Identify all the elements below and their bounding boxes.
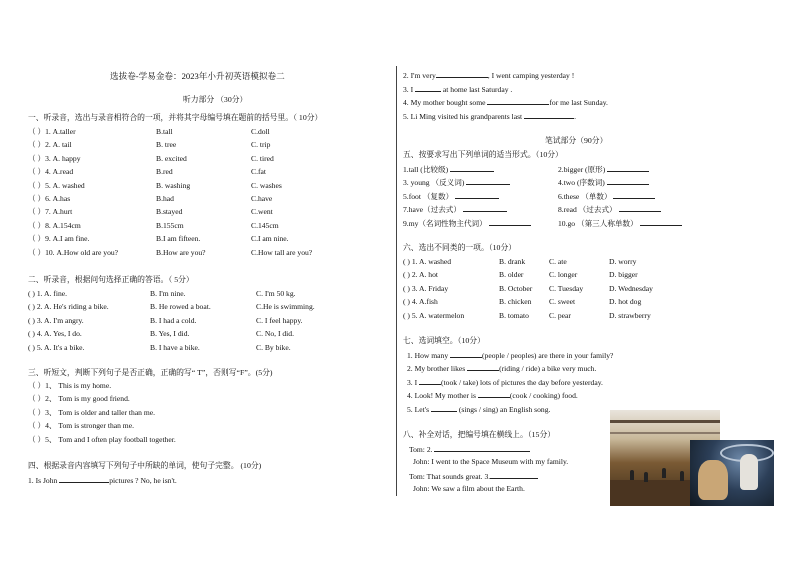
s2-question[interactable]: ( ) 2. A. He's riding a bike.	[28, 302, 109, 312]
s1-question[interactable]: （ ）3. A. happy	[28, 153, 81, 163]
answer-blank[interactable]	[487, 97, 549, 105]
s4-text-after: .	[574, 111, 576, 121]
s2-option-c: C.He is swimming.	[256, 302, 315, 312]
answer-blank[interactable]	[478, 390, 510, 398]
s5-word: 5.foot （复数）	[403, 191, 454, 201]
answer-blank[interactable]	[619, 204, 661, 212]
s1-option-c: C.145cm	[251, 220, 279, 230]
answer-blank[interactable]	[613, 191, 655, 199]
answer-blank[interactable]	[436, 70, 488, 78]
section-6-heading: 六、选出不同类的一项。（10分）	[403, 243, 517, 252]
s6-option-c: C. sweet	[549, 297, 576, 307]
answer-blank[interactable]	[490, 471, 538, 479]
column-divider	[396, 66, 397, 496]
s2-question[interactable]: ( ) 3. A. I'm angry.	[28, 315, 84, 325]
s4-question	[403, 84, 512, 94]
s2-option-c: C. By bike.	[256, 342, 291, 352]
s5-word: 9.my（名词性物主代词）	[403, 218, 487, 228]
s3-statement[interactable]: （ ）5、 Tom and I often play football together.	[28, 434, 176, 444]
s6-question[interactable]: ( ) 5. A. watermelon	[403, 310, 465, 320]
s7-text-after: (cook / cooking) food.	[509, 391, 578, 401]
answer-blank[interactable]	[640, 218, 682, 226]
answer-blank[interactable]	[415, 84, 441, 92]
exam-title: 选拔卷-学易金卷：2023年小升初英语模拟卷二	[110, 71, 285, 81]
s6-option-c: C. pear	[549, 310, 571, 320]
s5-item	[558, 164, 649, 174]
s1-option-c: C.I am nine.	[251, 234, 289, 244]
s6-question[interactable]: ( ) 3. A. Friday	[403, 283, 449, 293]
written-part-title: 笔试部分（90分）	[545, 136, 608, 145]
s7-text-after: (sings / sing) an English song.	[456, 404, 551, 414]
s6-option-c: C. ate	[549, 257, 567, 266]
s5-word: 8.read （过去式）	[558, 205, 617, 215]
s1-question[interactable]: （ ）10. A.How old are you?	[28, 247, 119, 257]
listening-part-title: 听力部分 （30分）	[183, 95, 248, 104]
space-museum-photo	[610, 410, 774, 506]
s4-text-after: for me last Sunday.	[549, 98, 608, 107]
s1-question[interactable]: （ ）2. A. tail	[28, 140, 72, 150]
s5-word: 4.two (序数词)	[558, 178, 605, 188]
s1-option-b: B. washing	[156, 180, 191, 190]
s1-option-c: C.doll	[251, 127, 270, 136]
s3-statement[interactable]: （ ）3、 Tom is older and taller than me.	[28, 407, 156, 417]
section-7-heading: 七、选词填空。（10分）	[403, 336, 485, 345]
answer-blank[interactable]	[466, 177, 510, 185]
s6-option-b: B. tomato	[499, 310, 529, 320]
s2-question[interactable]: ( ) 1. A. fine.	[28, 289, 68, 298]
answer-blank[interactable]	[489, 218, 531, 226]
s8-dialogue-line	[409, 471, 538, 481]
s1-option-b: B. tree	[156, 140, 177, 150]
s4-text-before: 5. Li Ming visited his grandparents last	[403, 111, 525, 121]
answer-blank[interactable]	[450, 164, 494, 172]
s5-item	[403, 218, 531, 228]
s7-text-before: 1. How many	[407, 351, 451, 360]
s5-item	[403, 191, 499, 201]
s4-text-before: 3. I	[403, 84, 416, 94]
s4-text-before: 4. My mother bought some	[403, 98, 488, 107]
s4-q1-suffix: pictures ? No, he isn't.	[109, 476, 177, 485]
section-8-heading: 八、补全对话，把编号填在横线上。（15分）	[403, 430, 556, 439]
s1-option-b: B.red	[156, 167, 173, 177]
s1-option-b: B.tall	[156, 127, 173, 136]
s8-line-text: John: We saw a film about the Earth.	[413, 484, 525, 494]
s6-question[interactable]: ( ) 2. A. hot	[403, 270, 439, 280]
section-1-heading: 一、听录音，选出与录音相符合的一项，并将其字母编号填在题前的括号里。（ 10分）	[28, 113, 323, 122]
s3-statement[interactable]: （ ）4、 Tom is stronger than me.	[28, 421, 134, 431]
s1-question[interactable]: （ ）9. A.I am fine.	[28, 234, 90, 244]
s5-word: 7.have（过去式）	[403, 205, 461, 215]
astronaut-exhibit-image	[690, 440, 774, 506]
section-4-question-1	[28, 475, 177, 485]
s8-line-text: Tom: That sounds great. 3.	[409, 471, 491, 481]
answer-blank[interactable]	[450, 350, 482, 358]
s1-option-c: C.went	[251, 207, 273, 217]
s1-option-b: B. excited	[156, 153, 187, 163]
s6-option-d: D. hot dog	[609, 297, 642, 307]
s6-option-b: B. October	[499, 283, 533, 293]
s1-option-b: B.stayed	[156, 207, 183, 217]
s2-option-c: C. I'm 50 kg.	[256, 289, 296, 298]
section-3-heading: 三、听短文，判断下列句子是否正确，正确的写“ T”，否则写“F”。(5分)	[28, 368, 273, 377]
s1-question[interactable]: （ ）7. A.hurt	[28, 207, 73, 217]
s4-question	[403, 111, 576, 121]
s6-option-b: B. chicken	[499, 297, 532, 307]
s7-text-before: 4. Look! My mother is	[407, 391, 478, 401]
s1-option-b: B.155cm	[156, 220, 184, 230]
s5-item	[558, 177, 649, 187]
s5-word: 10.go （第三人称单数）	[558, 218, 638, 228]
s5-item	[558, 191, 655, 201]
s6-question[interactable]: ( ) 1. A. washed	[403, 257, 452, 266]
s1-option-b: B.had	[156, 194, 174, 203]
s5-item	[558, 218, 682, 228]
s8-dialogue-line	[409, 444, 530, 454]
s4-q1-prefix: 1. Is John	[28, 476, 60, 485]
answer-blank[interactable]	[463, 204, 507, 212]
s5-word: 3. young （反义词)	[403, 178, 465, 188]
s7-text-after: (riding / ride) a bike very much.	[499, 364, 597, 374]
s6-option-d: D. bigger	[609, 270, 638, 280]
s7-text-before: 5. Let's	[407, 404, 431, 414]
section-4-heading: 四、根据录音内容填写下列句子中所缺的单词，使句子完整。 (10分)	[28, 461, 262, 470]
answer-blank[interactable]	[607, 164, 649, 172]
s3-statement[interactable]: （ ）1、 This is my home.	[28, 381, 112, 390]
s6-option-d: D. Wednesday	[609, 283, 653, 293]
section-2-heading: 二、听录音，根据问句选择正确的答语。（ 5分）	[28, 275, 194, 284]
s6-option-d: D. worry	[609, 257, 637, 266]
s2-option-c: C. I feel happy.	[256, 315, 303, 325]
s5-item	[403, 164, 494, 174]
s1-option-c: C.have	[251, 194, 273, 203]
s2-option-b: B. Yes, I did.	[150, 329, 190, 339]
s2-option-b: B. He rowed a boat.	[150, 302, 211, 312]
s7-question	[407, 377, 603, 387]
s2-option-c: C. No, I did.	[256, 329, 294, 339]
answer-blank[interactable]	[467, 363, 499, 371]
s1-option-b: B.How are you?	[156, 247, 206, 257]
answer-blank[interactable]	[524, 111, 574, 119]
s2-option-b: B. I'm nine.	[150, 289, 186, 298]
answer-blank[interactable]	[419, 377, 441, 385]
s2-question[interactable]: ( ) 4. A. Yes, I do.	[28, 329, 82, 339]
s6-option-b: B. drank	[499, 257, 526, 266]
answer-blank[interactable]	[434, 444, 530, 452]
s7-question	[407, 363, 596, 373]
s4-text-before: 2. I'm very	[403, 71, 436, 80]
s4-text-after: , I went camping yesterday !	[487, 71, 575, 80]
s1-option-c: C.How tall are you?	[251, 247, 313, 257]
answer-blank[interactable]	[607, 177, 649, 185]
s1-option-c: C.fat	[251, 167, 266, 177]
s1-question[interactable]: （ ）1. A.taller	[28, 127, 76, 136]
s1-question[interactable]: （ ）6. A.has	[28, 194, 71, 203]
s7-text-after: (took / take) lots of pictures the day before yesterday.	[441, 377, 603, 387]
s4-text-after: at home last Saturday .	[441, 84, 513, 94]
s5-word: 6.these （单数）	[558, 191, 612, 201]
s8-dialogue-line	[413, 484, 525, 493]
s8-line-text: John: I went to the Space Museum with my family.	[413, 457, 569, 467]
answer-blank[interactable]	[455, 191, 499, 199]
answer-blank[interactable]	[59, 475, 109, 483]
s6-option-b: B. older	[499, 270, 524, 280]
s7-question	[407, 390, 578, 400]
s2-option-b: B. I have a bike.	[150, 342, 200, 352]
s7-question	[407, 404, 550, 414]
s6-question[interactable]: ( ) 4. A.fish	[403, 297, 438, 307]
s5-item	[403, 204, 507, 214]
s5-word: 2.bigger (原形)	[558, 165, 606, 174]
s5-item	[403, 177, 510, 187]
s1-question[interactable]: （ ）5. A. washed	[28, 180, 85, 190]
s6-option-d: D. strawberry	[609, 310, 651, 320]
s2-question[interactable]: ( ) 5. A. It's a bike.	[28, 342, 85, 352]
section-5-heading: 五、按要求写出下列单词的适当形式。（10分）	[403, 150, 563, 159]
s8-line-text: Tom: 2.	[409, 445, 435, 454]
s3-statement[interactable]: （ ）2、 Tom is my good friend.	[28, 394, 130, 404]
s1-question[interactable]: （ ）4. A.read	[28, 167, 74, 177]
s5-item	[558, 204, 661, 214]
s8-dialogue-line	[413, 457, 568, 466]
s7-text-after: (people / peoples) are there in your family?	[482, 351, 614, 360]
s1-option-c: C. tired	[251, 153, 274, 163]
answer-blank[interactable]	[431, 404, 457, 412]
s6-option-c: C. Tuesday	[549, 283, 584, 293]
s1-question[interactable]: （ ）8. A.154cm	[28, 220, 81, 230]
s1-option-c: C. trip	[251, 140, 271, 150]
s6-option-c: C. longer	[549, 270, 578, 280]
s4-question	[403, 70, 574, 80]
s5-word: 1.tall (比较级)	[403, 165, 449, 174]
s1-option-b: B.I am fifteen.	[156, 234, 201, 244]
s7-text-before: 3. I	[407, 377, 420, 387]
s1-option-c: C. washes	[251, 180, 282, 190]
s4-question	[403, 97, 608, 107]
s7-question	[407, 350, 613, 360]
s2-option-b: B. I had a cold.	[150, 315, 197, 325]
s7-text-before: 2. My brother likes	[407, 364, 468, 374]
